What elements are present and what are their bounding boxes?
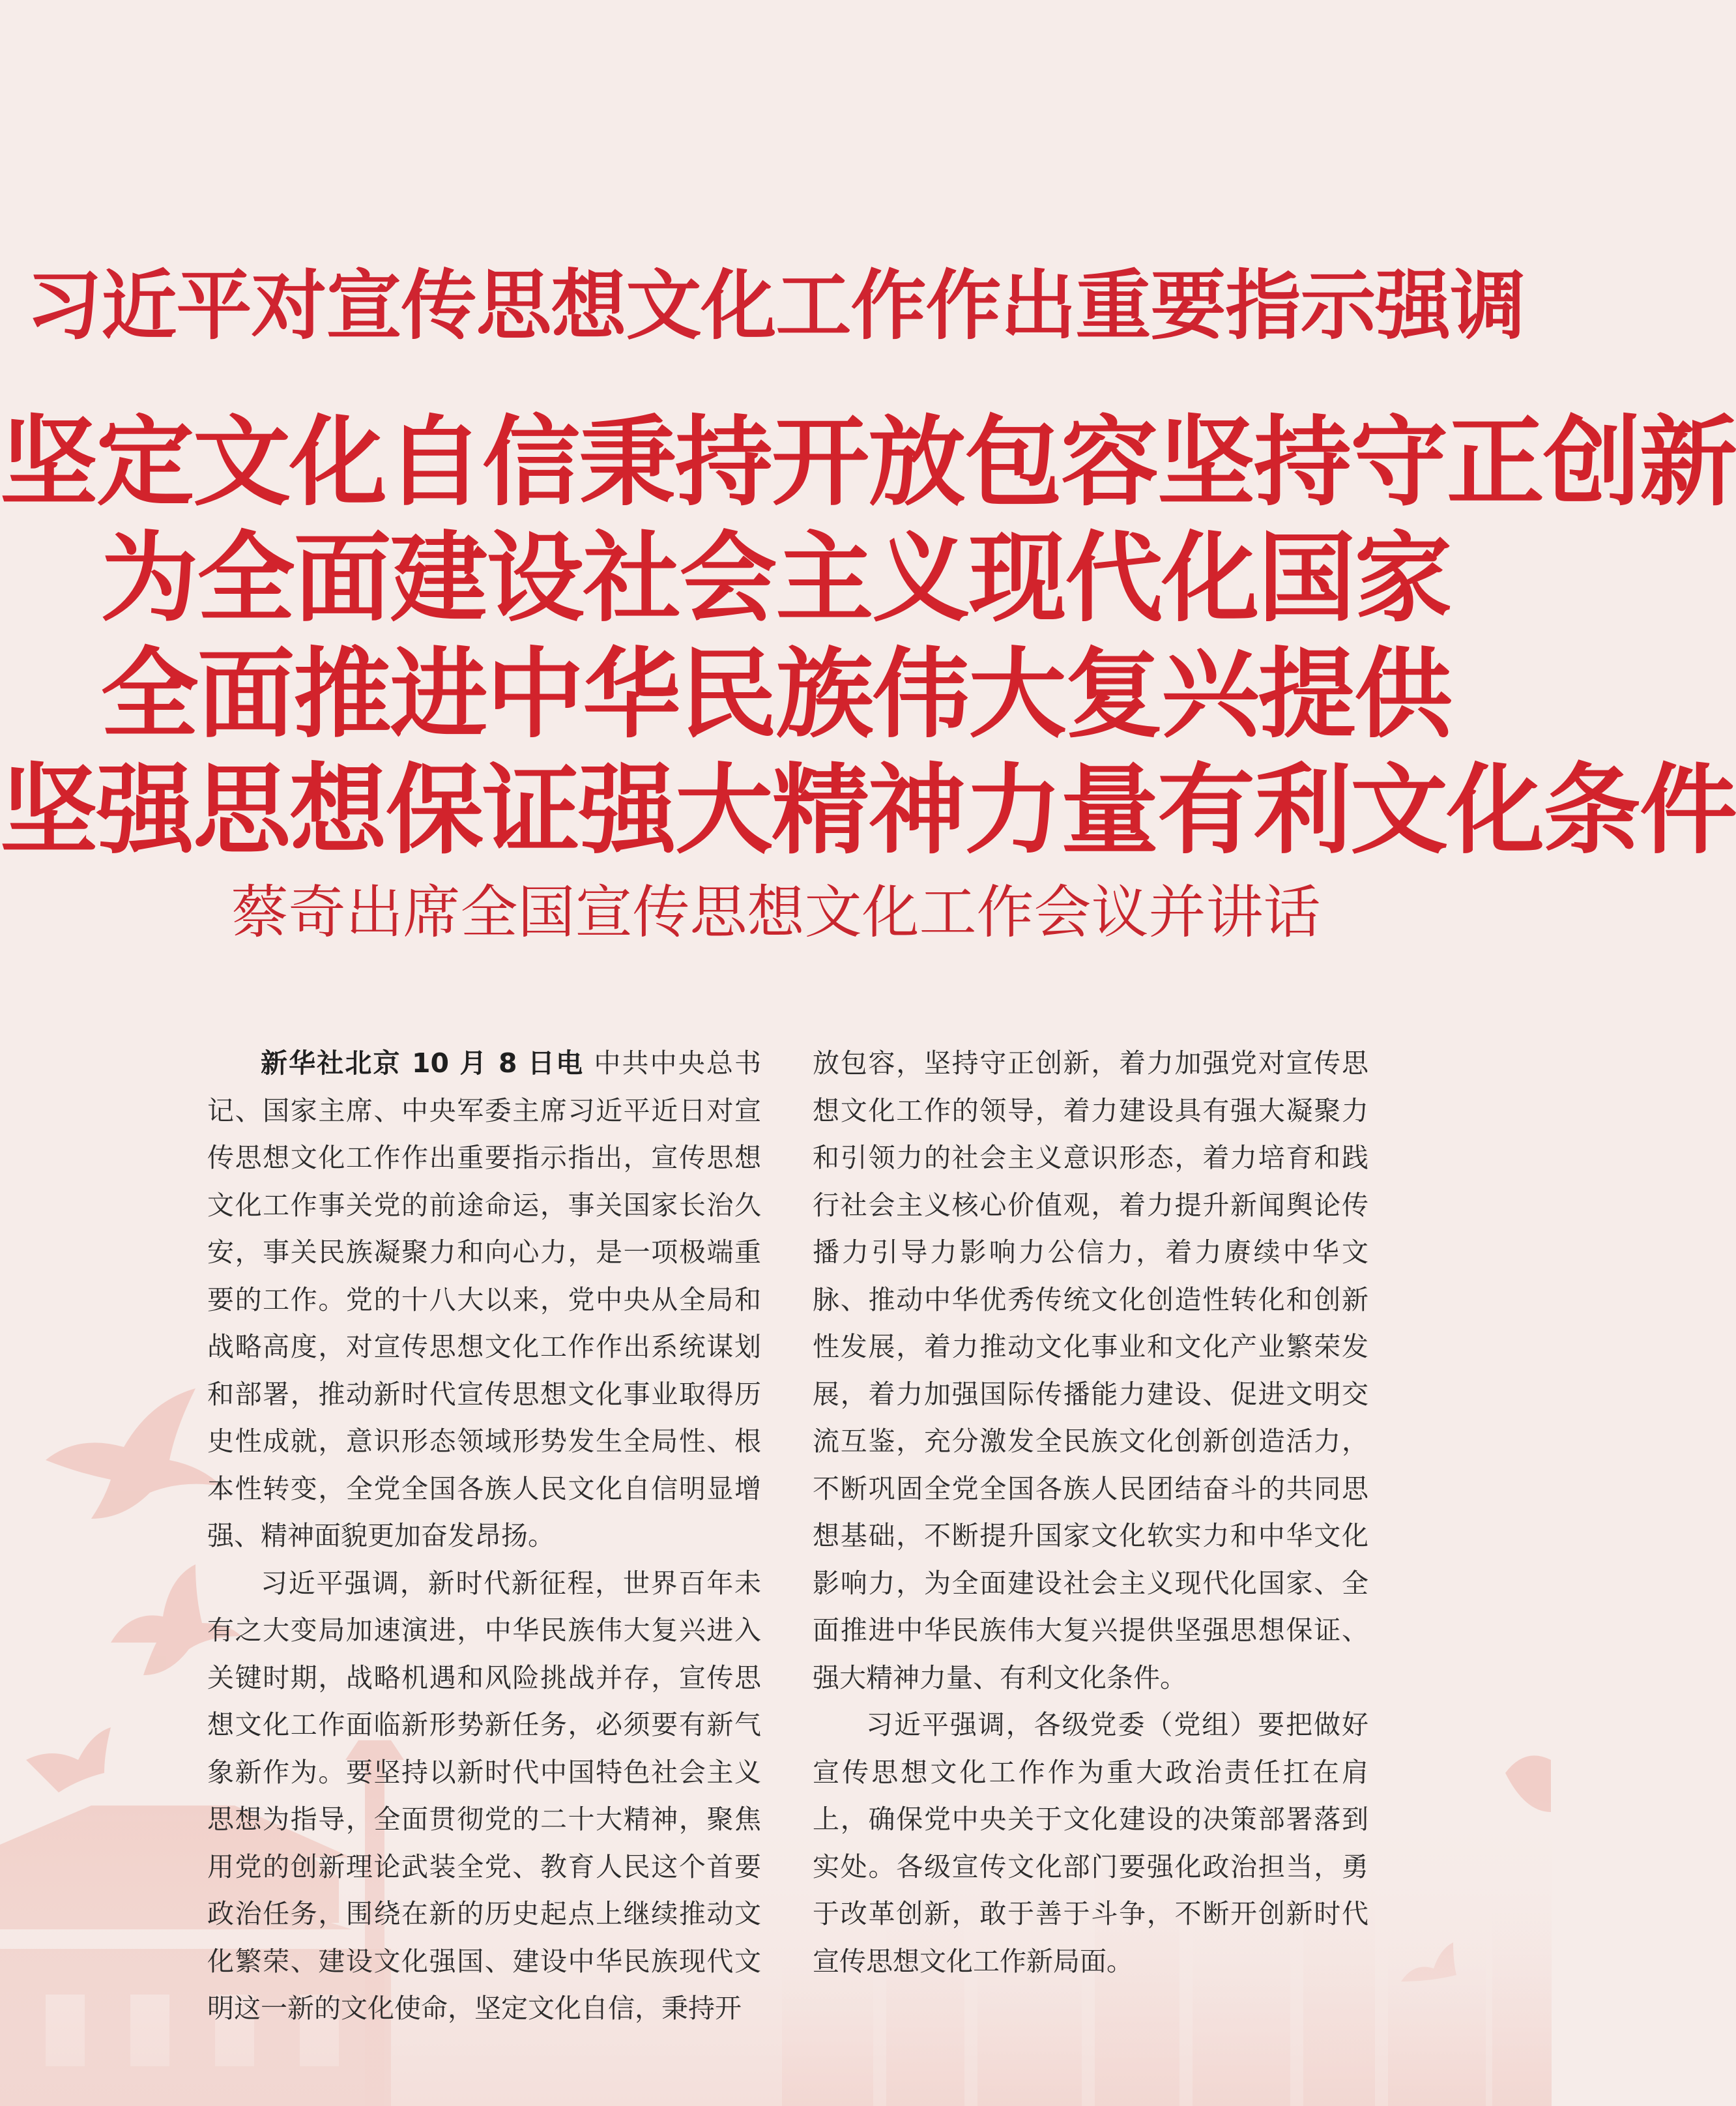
article-paragraph-2: 习近平强调，新时代新征程，世界百年未有之大变局加速演进，中华民族伟大复兴进入关键时期，战略机遇和风险挑战并存，宣传思想文化工作面临新形势新任务，必须要有新气象新作为。要坚持以新时代中国特色社会主义思想为指导，全面贯彻党的二十大精神，聚焦用党的创新理论武装全党、教育人民这个首要政治任务，围绕在新的历史起点上继续推动文化繁荣、建设文化强国、建设中华民族现代文明这一新的文化使命，坚定文化自信，秉持开 (207, 1567, 761, 2024)
paragraph-1-text: 中共中央总书记、国家主席、中央军委主席习近平近日对宣传思想文化工作作出重要指示指出，宣传思想文化工作事关党的前途命运，事关国家长治久安，事关民族凝聚力和向心力，是一项极端重要的工作。党的十八大以来，党中央从全局和战略高度，对宣传思想文化工作作出系统谋划和部署，推动新时代宣传思想文化事业取得历史性成就，意识形态领域形势发生全局性、根本性转变，全党全国各族人民文化自信明显增强、精神面貌更加奋发昂扬。 (207, 1047, 762, 1551)
headline-line-2: 为全面建设社会主义现代化国家 (100, 521, 1451, 636)
article-paragraph-1 (207, 1040, 761, 1560)
main-headline (0, 404, 1736, 868)
headline-line-3: 全面推进中华民族伟大复兴提供 (100, 637, 1451, 752)
headline-line-4: 坚强思想保证强大精神力量有利文化条件 (0, 753, 1736, 868)
article-paragraph-2-continued: 放包容，坚持守正创新，着力加强党对宣传思想文化工作的领导，着力建设具有强大凝聚力和引领力的社会主义意识形态，着力培育和践行社会主义核心价值观，着力提升新闻舆论传播力引导力影响力公信力，着力赓续中华文脉、推动中华优秀传统文化创造性转化和创新性发展，着力推动文化事业和文化产业繁荣发展，着力加强国际传播能力建设、促进文明交流互鉴，充分激发全民族文化创新创造活力，不断巩固全党全国各族人民团结奋斗的共同思想基础，不断提升国家文化软实力和中华文化影响力，为全面建设社会主义现代化国家、全面推进中华民族伟大复兴提供坚强思想保证、强大精神力量、有利文化条件。 (813, 1047, 1368, 1693)
headline-line-1: 坚定文化自信秉持开放包容坚持守正创新 (0, 405, 1736, 519)
article-column-right (813, 1040, 1368, 1985)
dateline: 新华社北京 10 月 8 日电 (261, 1047, 585, 1079)
article-column-left (207, 1040, 761, 2032)
subheadline: 蔡奇出席全国宣传思想文化工作会议并讲话 (231, 879, 1321, 946)
article-paragraph-3: 习近平强调，各级党委（党组）要把做好宣传思想文化工作作为重大政治责任扛在肩上，确保党中央关于文化建设的决策部署落到实处。各级宣传文化部门要强化政治担当，勇于改革创新，敢于善于斗争，不断开创新时代宣传思想文化工作新局面。 (813, 1709, 1368, 1977)
kicker-title: 习近平对宣传思想文化工作作出重要指示强调 (26, 262, 1526, 350)
